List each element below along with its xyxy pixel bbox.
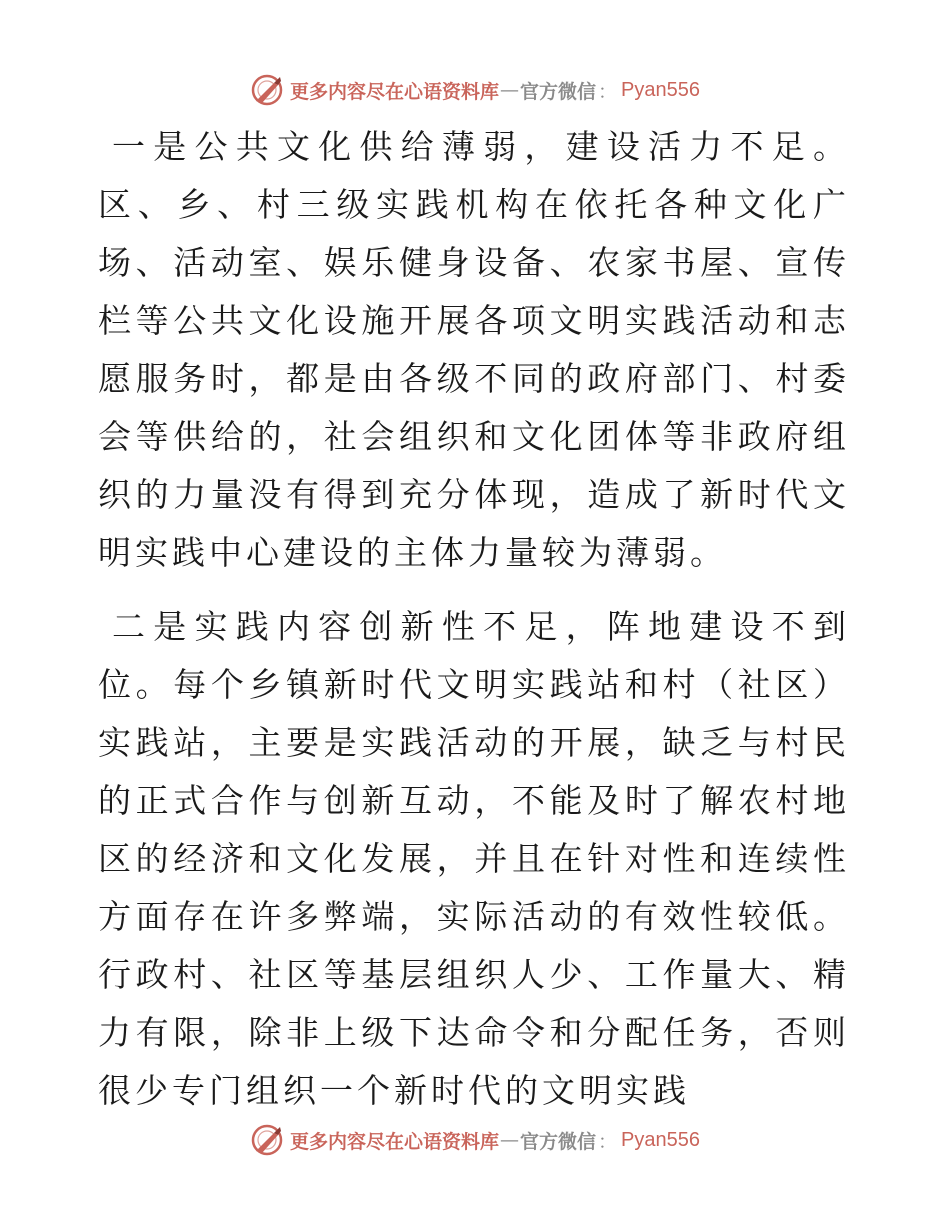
wechat-id: Pyan556 (621, 1128, 700, 1151)
official-label: 官方微信 (520, 1130, 597, 1153)
pen-logo-icon (250, 1123, 284, 1157)
banner-colon: ： (598, 80, 618, 103)
footer-banner (0, 1118, 950, 1162)
brand-name: 更多内容尽在心语资料库 (289, 1130, 499, 1153)
banner-separator: — (500, 79, 519, 101)
banner-colon: ： (598, 1130, 618, 1153)
banner-separator: — (500, 1129, 519, 1151)
wechat-id: Pyan556 (621, 78, 700, 101)
brand-name: 更多内容尽在心语资料库 (289, 80, 499, 103)
banner-text (290, 1127, 700, 1154)
banner-text (290, 77, 700, 104)
document-body (98, 118, 850, 1120)
pen-logo-icon (250, 73, 284, 107)
paragraph-1: 一是公共文化供给薄弱，建设活力不足。区、乡、村三级实践机构在依托各种文化广场、活动室、娱乐健身设备、农家书屋、宣传栏等公共文化设施开展各项文明实践活动和志愿服务时，都是由各级不同的政府部门、村委会等供给的，社会组织和文化团体等非政府组织的力量没有得到充分体现，造成了新时代文明实践中心建设的主体力量较为薄弱。 (98, 127, 850, 572)
paragraph-2: 二是实践内容创新性不足，阵地建设不到位。每个乡镇新时代文明实践站和村（社区）实践站，主要是实践活动的开展，缺乏与村民的正式合作与创新互动，不能及时了解农村地区的经济和文化发展，并且在针对性和连续性方面存在许多弊端，实际活动的有效性较低。行政村、社区等基层组织人少、工作量大、精力有限，除非上级下达命令和分配任务，否则很少专门组织一个新时代的文明实践 (98, 607, 850, 1110)
official-label: 官方微信 (520, 80, 597, 103)
header-banner (0, 68, 950, 112)
